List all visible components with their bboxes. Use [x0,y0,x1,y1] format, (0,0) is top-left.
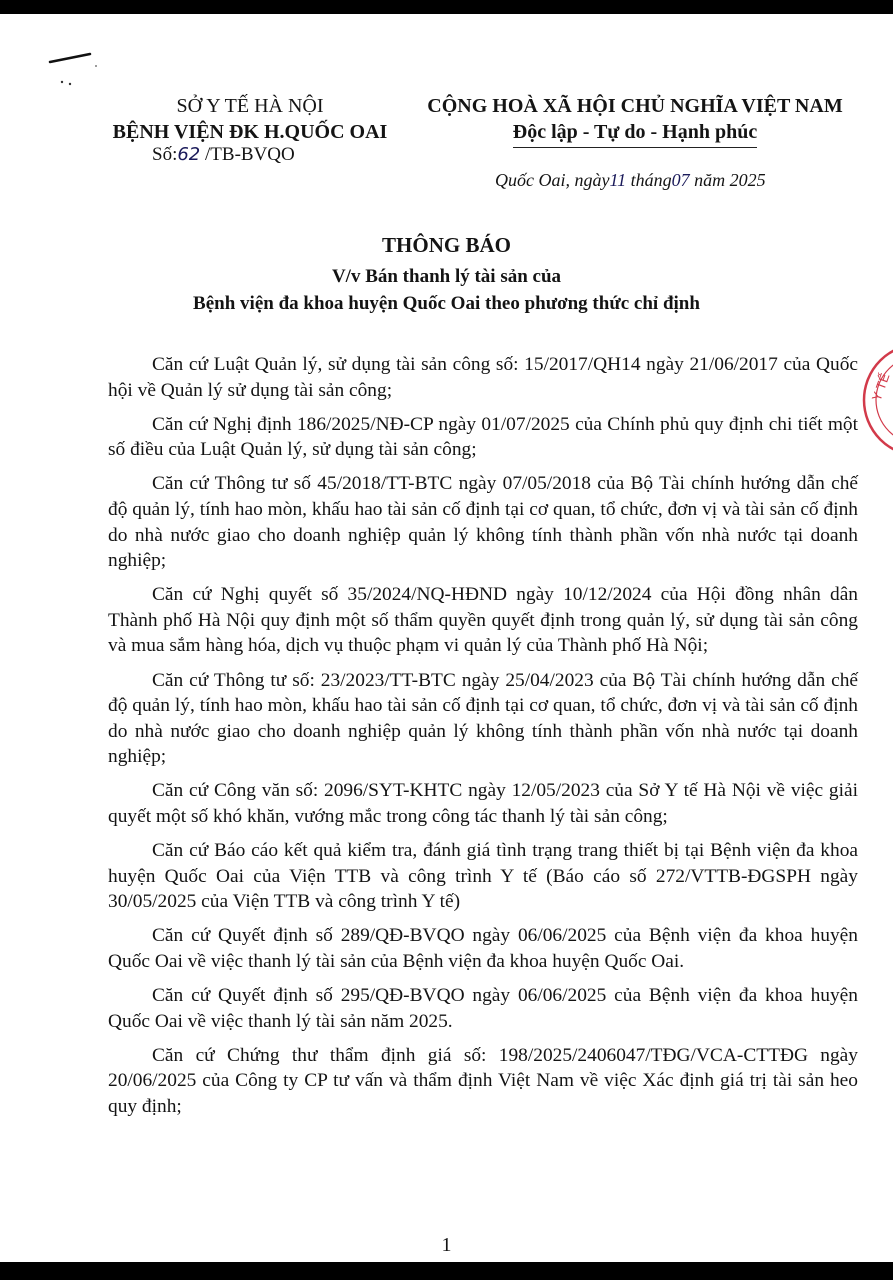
department-name: SỞ Y TẾ HÀ NỘI [176,95,324,117]
document-subject-line2: Bệnh viện đa khoa huyện Quốc Oai theo phương thức chỉ định [193,293,700,314]
page-number: 1 [441,1234,452,1256]
date-day: 11 [609,170,627,190]
date-line [495,170,766,191]
legal-basis-paragraph: Căn cứ Luật Quản lý, sử dụng tài sản công số: 15/2017/QH14 ngày 21/06/2017 của Quốc hội về Quản lý sử dụng tài sản công; [108,354,858,401]
scan-edge-top [0,0,893,14]
legal-basis-paragraph: Căn cứ Công văn số: 2096/SYT-KHTC ngày 12/05/2023 của Sở Y tế Hà Nội về việc giải quyết một số khó khăn, vướng mắc trong công tác thanh lý tài sản công; [108,780,858,827]
legal-basis-paragraph: Căn cứ Thông tư số: 23/2023/TT-BTC ngày 25/04/2023 của Bộ Tài chính hướng dẫn chế độ quản lý, tính hao mòn, khấu hao tài sản cố định tại cơ quan, tổ chức, đơn vị và tài sản cố định do nhà nước giao cho doanh nghiệp quản lý không tính thành phần vốn nhà nước tại doanh nghiệp; [108,669,858,768]
document-body [108,352,858,1128]
document-subject-line1: V/v Bán thanh lý tài sản của [331,266,562,287]
header-left [95,93,405,145]
legal-basis-paragraph: Căn cứ Thông tư số 45/2018/TT-BTC ngày 07/05/2018 của Bộ Tài chính hướng dẫn chế độ quản lý, tính hao mòn, khấu hao tài sản cố định tại cơ quan, tổ chức, đơn vị và tài sản cố định do nhà nước giao cho doanh nghiệp quản lý không tính thành phần vốn nhà nước tại doanh nghiệp; [108,473,858,572]
nation-name: CỘNG HOÀ XÃ HỘI CHỦ NGHĨA VIỆT NAM [427,95,843,117]
hospital-name: BỆNH VIỆN ĐK H.QUỐC OAI [112,121,388,143]
national-motto: Độc lập - Tự do - Hạnh phúc [513,119,757,148]
legal-basis-paragraph: Căn cứ Chứng thư thẩm định giá số: 198/2025/2406047/TĐG/VCA-CTTĐG ngày 20/06/2025 của Công ty CP tư vấn và thẩm định Việt Nam về việc Xác định giá trị tài sản heo quy định; [108,1044,858,1117]
legal-basis-paragraph: Căn cứ Nghị quyết số 35/2024/NQ-HĐND ngày 10/12/2024 của Hội đồng nhân dân Thành phố Hà Nội quy định một số thẩm quyền quyết định trong quản lý, sử dụng tài sản công và mua sắm hàng hóa, dịch vụ thuộc phạm vi quản lý của Thành phố Hà Nội; [108,584,858,657]
legal-basis-paragraph: Căn cứ Nghị định 186/2025/NĐ-CP ngày 01/07/2025 của Chính phủ quy định chi tiết một số điều của Luật Quản lý, sử dụng tài sản công; [108,413,858,461]
number-handwritten: 62 [177,144,201,165]
legal-basis-paragraph: Căn cứ Báo cáo kết quả kiểm tra, đánh giá tình trạng trang thiết bị tại Bệnh viện đa khoa huyện Quốc Oai của Viện TTB và công trình Y tế (Báo cáo số 272/VTTB-ĐGSPH ngày 30/05/2025 của Viện TTB và công trình Y tế) [108,840,858,913]
scan-edge-bottom [0,1262,893,1280]
date-middle: tháng [630,170,672,190]
legal-basis-paragraph: Căn cứ Quyết định số 295/QĐ-BVQO ngày 06/06/2025 của Bệnh viện đa khoa huyện Quốc Oai về việc thanh lý tài sản năm 2025. [108,985,858,1032]
red-stamp-partial [858,340,893,460]
header-right [415,93,855,148]
document-title: THÔNG BÁO [382,233,511,257]
svg-text:Y TẾ: Y TẾ [868,371,893,404]
number-suffix: /TB-BVQO [205,144,295,165]
date-prefix: Quốc Oai, ngày [495,170,610,190]
legal-basis-paragraph: Căn cứ Quyết định số 289/QĐ-BVQO ngày 06/06/2025 của Bệnh viện đa khoa huyện Quốc Oai về việc thanh lý tài sản của Bệnh viện đa khoa huyện Quốc Oai. [108,925,858,972]
number-prefix: Số: [152,144,178,165]
handwritten-mark [48,50,108,90]
date-month: 07 [671,170,690,190]
document-number [152,144,295,166]
date-suffix: năm 2025 [694,170,766,190]
